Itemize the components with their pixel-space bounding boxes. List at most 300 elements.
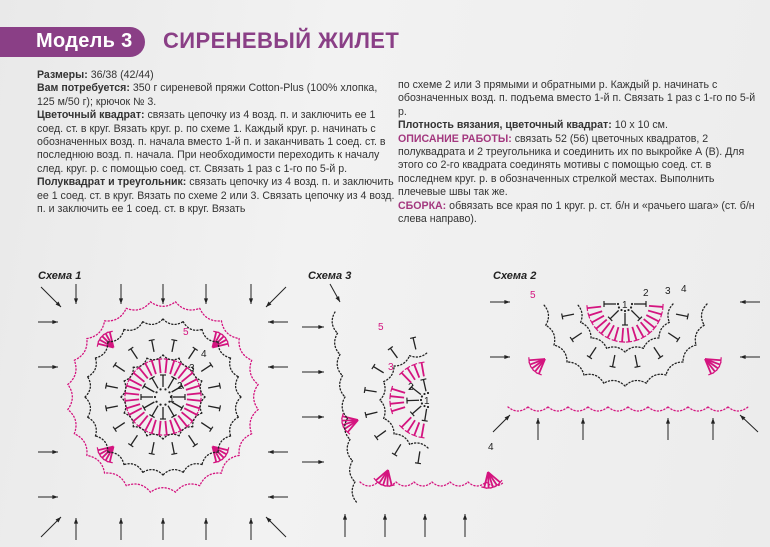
double-crochet-stitch [668,333,678,340]
double-crochet-stitch [129,379,141,386]
double-crochet-stitch [589,311,602,315]
double-crochet-stitch [152,406,158,416]
chain-stitch-dot [421,402,423,404]
stitch-top-bar [97,447,98,453]
chain-loop [230,417,239,436]
half-square-paragraph [37,176,395,216]
arrow-head-icon [740,300,746,304]
double-crochet-stitch [145,363,152,375]
double-crochet-stitch [186,404,199,408]
row-number-label: 3 [388,362,394,373]
double-crochet-stitch [635,355,637,367]
assembly-text: обвязать все края по 1 круг. р. ст. б/н и «рачьего шага» (ст. б/н слева направо). [398,199,755,226]
arrow-head-icon [119,518,123,524]
double-crochet-stitch [174,363,181,375]
chain-loop [410,352,428,357]
chain-loop [124,464,143,473]
chain-loop [668,304,673,322]
double-crochet-stitch [152,420,156,433]
flower-square-paragraph [37,109,395,176]
double-crochet-stitch [392,407,405,411]
arrow-head-icon [666,418,670,424]
double-crochet-stitch [187,393,201,394]
chain-stitch-dot [155,401,157,403]
row-number-label: 2 [643,288,649,299]
row-number-label: 1 [169,394,175,405]
row-number-label: 5 [378,322,384,333]
arrow-head-icon [504,355,510,359]
double-crochet-stitch [622,328,623,342]
double-crochet-stitch [170,420,174,433]
double-crochet-stitch [189,435,196,445]
double-crochet-stitch [646,315,658,321]
double-crochet-stitch [152,340,154,352]
chain-stitch-dot [421,395,423,397]
stitch-top-bar [219,405,220,411]
stitch-top-bar [391,386,393,392]
arrow-head-icon [536,418,540,424]
double-crochet-stitch [168,378,174,388]
double-crochet-stitch [654,347,661,357]
chain-loop [133,358,147,367]
chain-loop [68,410,76,434]
chain-loop [163,470,183,475]
double-crochet-stitch [115,423,125,430]
double-crochet-stitch [172,340,174,352]
double-crochet-stitch [184,379,196,386]
chain-stitch-dot [159,388,161,390]
work-label: ОПИСАНИЕ РАБОТЫ: [398,132,512,145]
arrow-head-icon [318,415,324,419]
chain-loop [708,407,728,411]
arrow-head-icon [161,518,165,524]
stitch-top-bar [227,341,228,347]
chain-loop [568,407,588,411]
double-crochet-stitch [572,333,582,340]
arrow-head-icon [204,298,208,304]
double-crochet-stitch [407,420,415,432]
arrow-head-icon [711,418,715,424]
double-crochet-stitch [402,417,412,427]
arrow-head-icon [52,450,58,454]
double-crochet-stitch [390,396,404,397]
double-crochet-stitch [208,406,220,408]
double-crochet-stitch [608,325,614,337]
pattern-title: СИРЕНЕВЫЙ ЖИЛЕТ [163,28,400,53]
chain-loop [528,407,548,411]
double-crochet-stitch [649,306,663,307]
double-crochet-stitch [592,316,604,323]
stitch-top-bar [107,331,113,332]
chain-loop [88,358,97,377]
chain-loop [332,312,337,333]
chain-loop [335,333,340,354]
stitch-top-bar [661,312,663,318]
chain-loop [728,407,748,411]
chain-stitch-dot [617,303,619,305]
stitch-top-bar [610,366,616,367]
double-crochet-stitch [631,310,639,318]
chain-stitch-dot [164,388,166,390]
density-line [398,119,756,132]
row-number-label: 1 [424,396,430,407]
double-crochet-stitch [115,365,125,372]
chain-loop [143,319,163,324]
chain-loop [133,427,147,436]
double-crochet-stitch [425,409,427,421]
chain-loop [625,381,646,386]
chain-stitch-dot [630,306,632,308]
arrow-head-icon [74,298,78,304]
double-crochet-stitch [208,386,220,388]
double-crochet-stitch [168,406,174,416]
work-description [398,133,756,200]
chain-loop [648,407,668,411]
chain-loop [347,440,352,461]
double-crochet-stitch [637,325,644,337]
double-crochet-stitch [632,327,636,340]
double-crochet-stitch [134,373,145,382]
arrow-head-icon [343,514,347,520]
double-crochet-stitch [587,307,601,309]
double-crochet-stitch [412,406,421,414]
double-crochet-stitch [376,431,386,438]
chain-loop [124,367,133,381]
arrow-head-icon [335,296,340,302]
scheme1-diagram [36,282,291,547]
double-crochet-stitch [201,423,211,430]
chain-loop [239,339,252,361]
arrow-head-icon [52,495,58,499]
chain-loop [176,484,200,492]
double-crochet-stitch [144,402,154,408]
stitch-top-bar [419,437,425,438]
chain-loop [688,407,708,411]
chain-loop [124,322,143,331]
chain-loop [126,484,150,492]
row-number-label: 4 [681,284,687,295]
chain-stitch-dot [420,399,422,401]
chain-loop [74,339,87,361]
chain-loop [105,308,127,321]
double-crochet-stitch [422,363,424,377]
double-crochet-stitch [139,416,148,427]
chain-loop [250,410,258,434]
chain-loop [350,461,355,482]
chain-loop [380,400,385,418]
arrow-head-icon [268,495,274,499]
double-crochet-stitch [129,408,141,415]
double-crochet-stitch [392,389,405,393]
row-number-label: 5 [530,290,536,301]
double-crochet-stitch [418,451,420,463]
stitch-top-bar [687,314,688,320]
chain-loop [250,360,258,384]
double-crochet-stitch [174,418,181,430]
instructions-left-column [37,69,395,216]
continued-text: по схеме 2 или 3 прямыми и обратными р. Каждый р. начинать с обозначенных возд. п. подъема вместо 1-й п. Связать 1 раз с 1-го по 5-й р. [398,79,756,118]
chain-loop [591,338,607,348]
chain-loop [695,325,704,345]
scheme2-diagram [488,282,763,442]
chain-loop [360,482,378,486]
chain-loop [352,482,357,503]
double-crochet-stitch [127,404,140,408]
chain-loop [179,427,193,436]
materials-value: 350 г сиреневой пряжи Cotton-Plus (100% хлопка, 125 м/50 г); крючок № 3. [37,82,378,108]
arrow-head-icon [740,355,746,359]
stitch-top-bar [391,408,393,414]
chain-loop [546,325,555,345]
flower-square-label: Цветочный квадрат: [37,109,145,122]
chain-loop [126,302,150,310]
arrow-head-icon [268,450,274,454]
double-crochet-stitch [390,348,397,358]
double-crochet-stitch [152,361,156,374]
work-text: связать 52 (56) цветочных квадратов, 2 полуквадрата и 2 треугольника и соединить их по выкройке А (В). Для этого со 2-го квадрата соединять мотивы с помощью соед. ст. в последнем круг. р. в обозначенных стрелкой местах. Выполнить плечевые швы так же. [398,132,745,199]
stitch-top-bar [626,341,632,342]
double-crochet-stitch [201,365,211,372]
chain-loop [163,319,183,324]
stitch-top-bar [419,362,425,363]
chain-loop [193,413,202,427]
chain-stitch-dot [154,396,156,398]
stitch-top-bar [562,314,563,320]
double-crochet-stitch [172,442,174,454]
arrow-head-icon [249,518,253,524]
double-crochet-stitch [131,435,138,445]
stitch-top-bar [390,393,391,399]
chain-stitch-dot [159,404,161,406]
arrow-head-icon [74,518,78,524]
materials-line [37,82,395,109]
chain-loop [85,377,90,397]
chain-loop [143,470,163,475]
arrow-head-icon [423,514,427,520]
chain-loop [105,473,127,486]
chain-loop [239,434,252,456]
chain-loop [337,355,342,376]
stitch-top-bar [342,413,343,419]
stitch-top-bar [149,453,155,454]
double-crochet-stitch [423,380,426,392]
chain-loop [468,482,486,486]
double-crochet-stitch [407,368,415,380]
double-crochet-stitch [182,373,193,382]
arrow-head-icon [204,518,208,524]
arrow-head-icon [119,298,123,304]
double-crochet-stitch [529,359,545,360]
double-crochet-stitch [145,418,152,430]
arrow-head-icon [268,320,274,324]
assembly-label: СБОРКА: [398,199,447,212]
double-crochet-stitch [413,338,416,350]
row-number-label: 4 [201,349,207,360]
stitch-top-bar [420,379,426,380]
stitch-top-bar [410,337,416,338]
chain-loop [394,434,410,444]
sizes-line [37,69,395,82]
stitch-top-bar [422,420,428,421]
double-crochet-stitch [134,412,145,421]
chain-loop [702,304,707,325]
stitch-top-bar [635,366,641,367]
chain-loop [88,417,97,436]
chain-loop [604,381,625,386]
double-crochet-stitch [390,402,404,403]
instructions-right-column [398,79,756,226]
chain-loop [74,434,87,456]
scheme3-diagram [300,282,510,542]
double-crochet-stitch [152,378,158,388]
chain-loop [588,407,608,411]
chain-stitch-dot [423,393,425,395]
double-crochet-stitch [610,310,618,318]
chain-loop [625,347,643,352]
double-crochet-stitch [125,393,139,394]
chain-loop [396,482,414,486]
double-crochet-stitch [125,399,139,400]
sizes-label: Размеры: [37,69,88,81]
stitch-top-bar [390,401,391,407]
arrow-head-icon [52,320,58,324]
double-crochet-stitch [127,386,140,390]
chain-loop [450,482,468,486]
chain-loop [410,443,428,448]
stitch-top-bar [481,487,487,488]
chain-loop [124,413,133,427]
arrow-head-icon [318,460,324,464]
row-number-label: 2 [408,382,414,393]
chain-loop [236,377,241,397]
materials-label: Вам потребуется: [37,82,130,95]
arrow-head-icon [268,365,274,369]
chain-loop [646,374,666,383]
chain-loop [628,407,648,411]
stitch-top-bar [219,383,220,389]
chain-loop [68,384,73,409]
arrow-head-icon [249,298,253,304]
chain-loop [176,302,200,310]
chain-stitch-dot [427,392,429,394]
arrow-head-icon [52,365,58,369]
chain-loop [380,382,385,400]
double-crochet-stitch [648,311,661,315]
stitch-top-bar [106,405,107,411]
arrow-head-icon [504,300,510,304]
model-label: Модель 3 [36,30,133,52]
double-crochet-stitch [562,314,574,316]
chain-stitch-dot [631,303,633,305]
chain-loop [577,304,582,322]
chain-loop [548,407,568,411]
half-square-text: связать цепочку из 4 возд. п. и заключить ее 1 соед. ст. в круг. Вязать по схеме 2 или 3. Связать цепочку из 4 возд. п. и заключить ее 1 соед. ст. в круг. Вязать [37,176,395,216]
row-number-label: 4 [488,442,494,453]
stitch-top-bar [106,383,107,389]
double-crochet-stitch [159,359,160,373]
chain-loop [236,397,241,417]
arrow-head-icon [383,514,387,520]
scheme3-label: Схема 3 [308,270,352,282]
chain-loop [68,360,76,384]
double-crochet-stitch [106,386,118,388]
double-crochet-stitch [414,365,419,378]
chain-loop [643,338,659,348]
chain-loop [508,407,528,411]
stitch-top-bar [415,463,421,464]
row-number-label: 3 [665,286,671,297]
stitch-top-bar [587,305,588,311]
double-crochet-stitch [159,421,160,435]
double-crochet-stitch [182,412,193,421]
double-crochet-stitch [414,422,419,435]
double-crochet-stitch [613,355,615,367]
chain-stitch-dot [155,391,157,393]
double-crochet-stitch [615,327,619,340]
double-crochet-stitch [178,416,187,427]
double-crochet-stitch [373,367,383,373]
sizes-value: 36/38 (42/44) [90,69,154,81]
half-square-label: Полуквадрат и треугольник: [37,176,187,189]
arrow-head-icon [581,418,585,424]
chain-loop [230,358,239,377]
chain-stitch-dot [627,309,629,311]
chain-loop [200,473,222,486]
chain-loop [607,347,625,352]
double-crochet-stitch [165,421,166,435]
chain-loop [584,374,604,383]
chain-loop [554,345,567,362]
double-crochet-stitch [395,444,401,454]
double-crochet-stitch [628,328,630,342]
double-crochet-stitch [186,386,199,390]
flower-square-text: связать цепочку из 4 возд. п. и заключить ее 1 соед. ст. в круг. Вязать круг. р. по схеме 1. Каждый круг. р. начинать с обозначенных возд. п. начала вместо 1-й п. и заканчивать 1 соед. ст. в последнюю возд. п. начала. При необходимости переходить к началу след. круг. р. с помощью соед. ст. Связать 1 раз с 1-го по 5-й р. [37,109,386,175]
density-value: 10 х 10 см. [614,119,668,132]
stitch-top-bar [213,461,219,462]
chain-loop [340,376,345,397]
double-crochet-stitch [152,442,154,454]
chain-loop [432,482,450,486]
double-crochet-stitch [131,349,138,359]
row-number-label: 1 [622,300,628,311]
double-crochet-stitch [106,406,118,408]
chain-loop [567,362,584,375]
stitch-top-bar [171,453,177,454]
arrow-head-icon [318,370,324,374]
chain-loop [543,304,548,325]
scheme2-label: Схема 2 [493,270,537,282]
double-crochet-stitch [589,347,596,357]
row-number-label: 3 [189,363,195,374]
double-crochet-stitch [676,314,688,316]
chain-loop [85,397,90,417]
density-label: Плотность вязания, цветочный квадрат: [398,119,612,132]
scheme1-label: Схема 1 [38,270,82,282]
chain-loop [608,407,628,411]
double-crochet-stitch [184,408,196,415]
stitch-top-bar [612,340,618,342]
double-crochet-stitch [144,386,154,392]
chain-stitch-dot [618,306,620,308]
double-crochet-stitch [365,390,377,392]
double-crochet-stitch [178,368,187,379]
double-crochet-stitch [366,412,378,415]
chain-loop [666,362,683,375]
chain-loop [414,482,432,486]
assembly-paragraph [398,200,756,227]
chain-loop [200,308,222,321]
arrow-head-icon [161,298,165,304]
